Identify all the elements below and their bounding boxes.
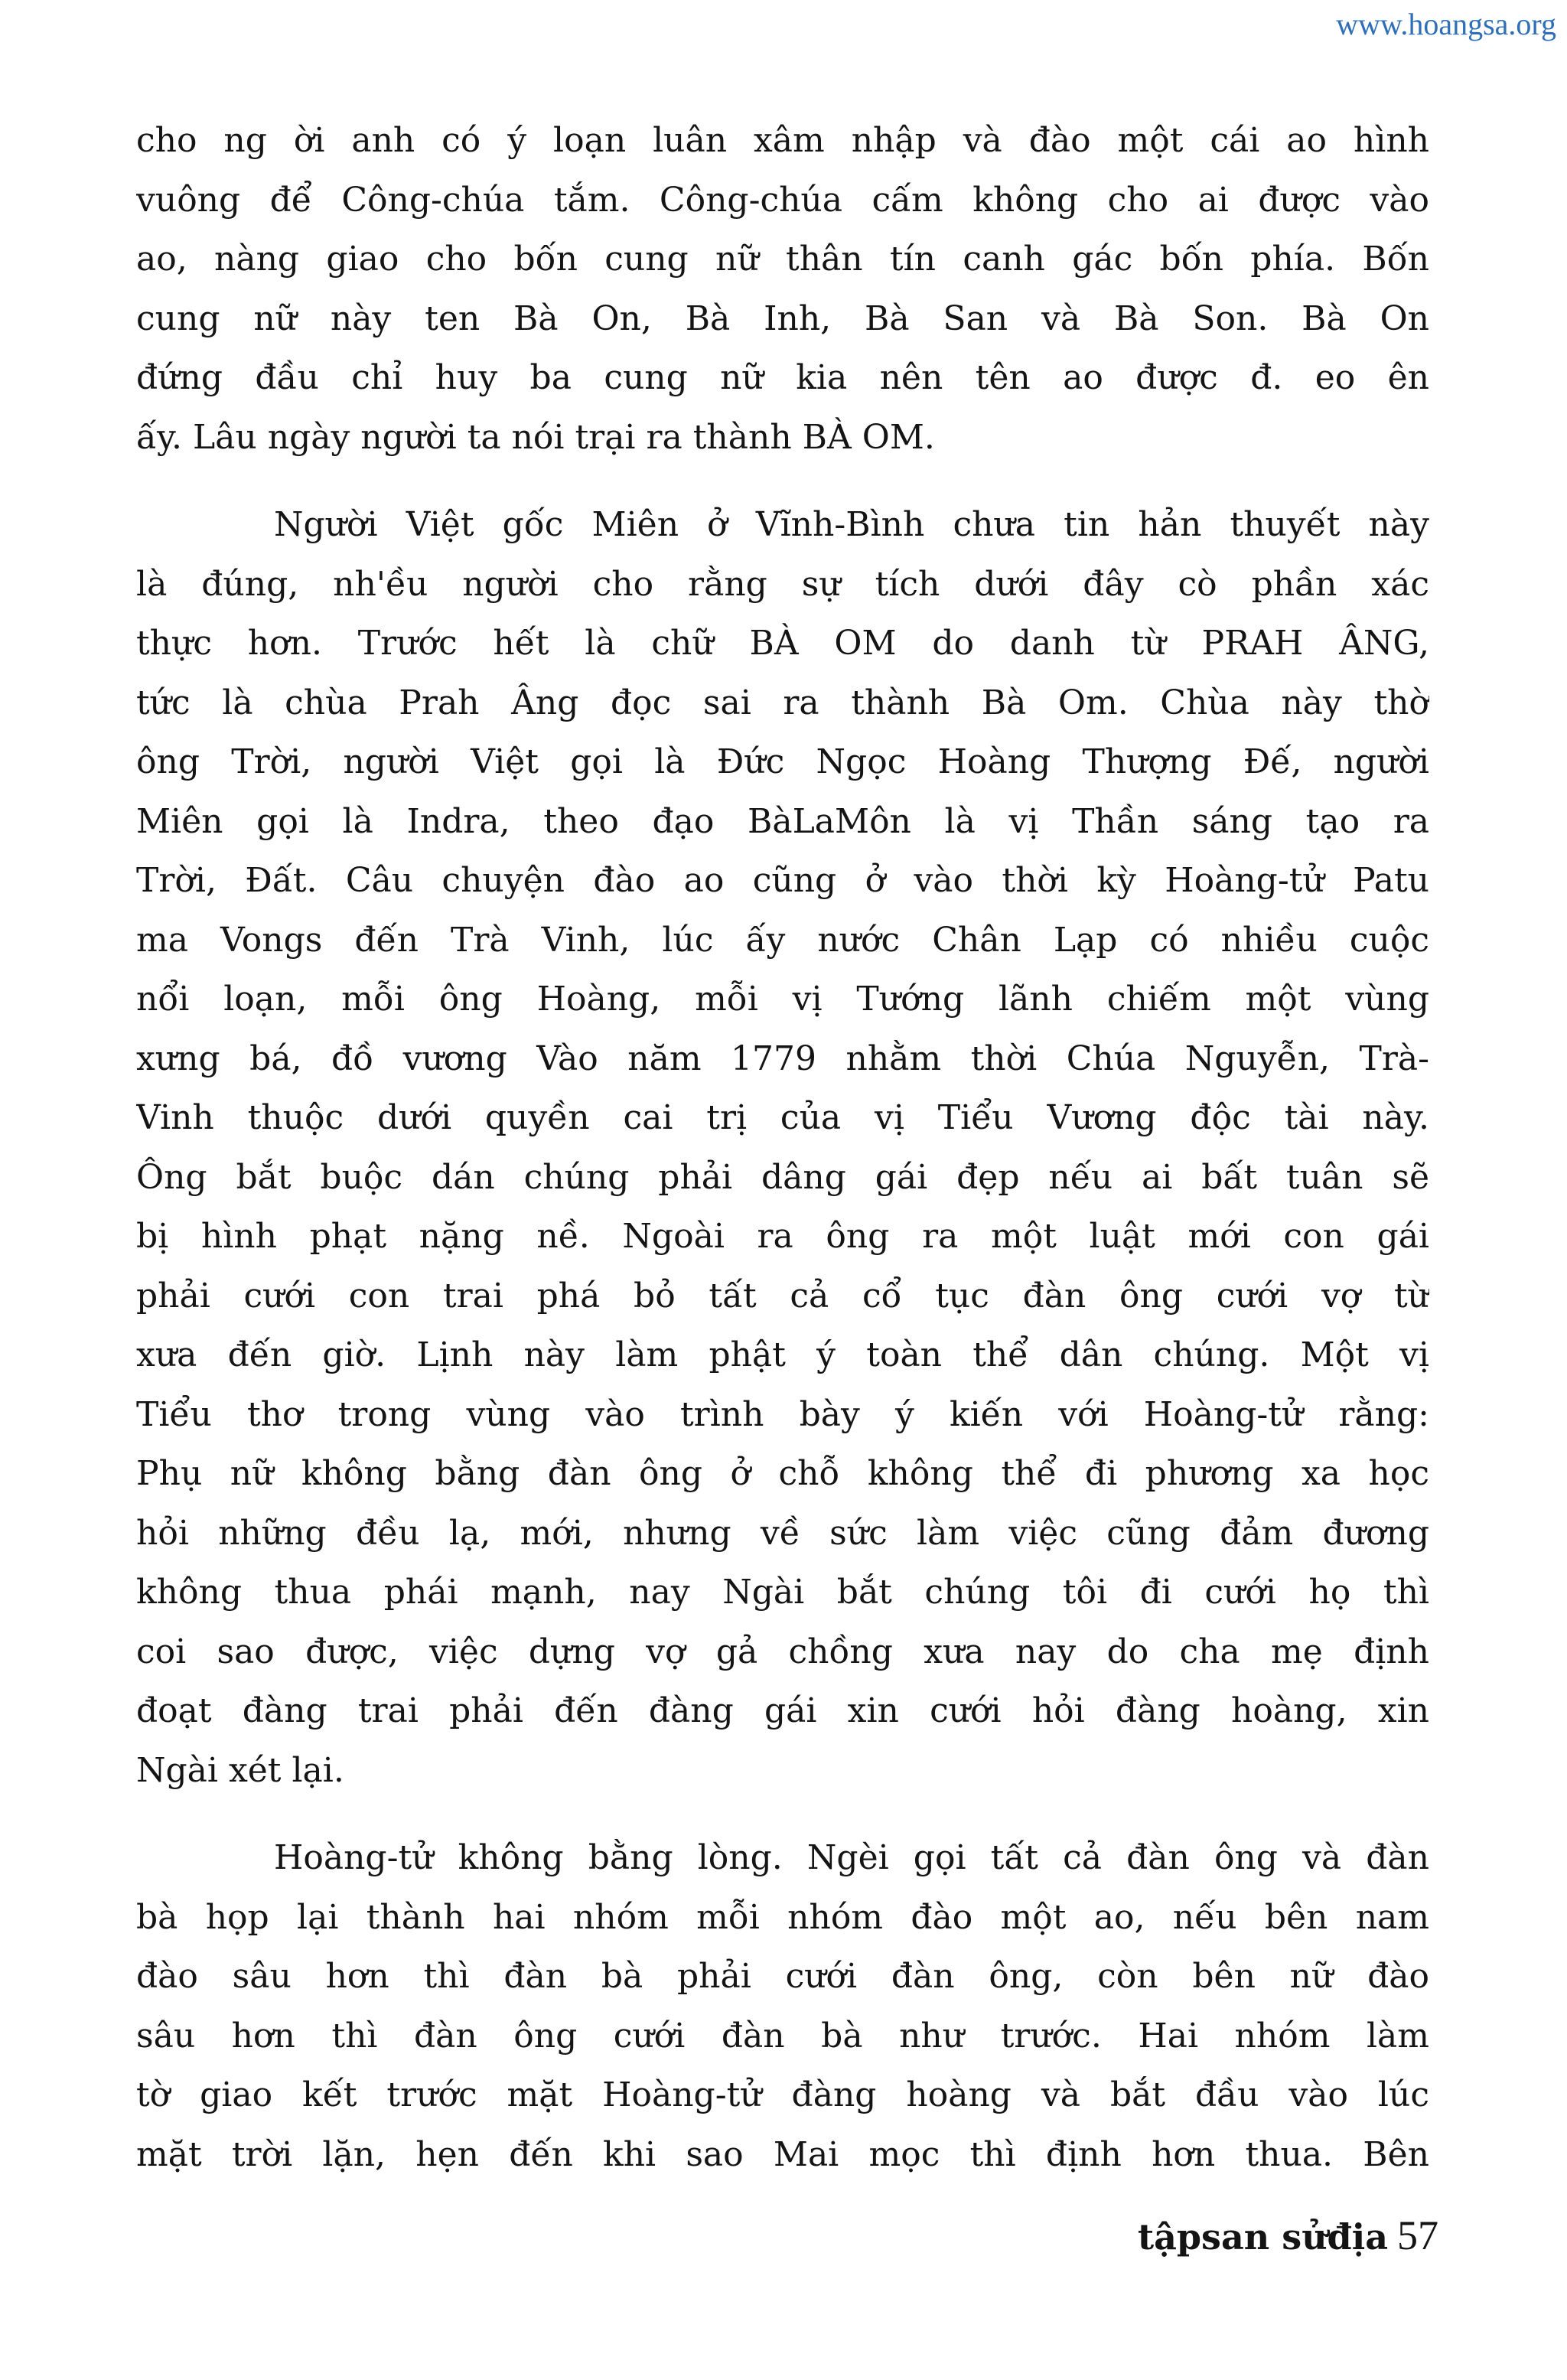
text-line: coi sao được, việc dựng vợ gả chồng xưa nay do cha mẹ định: [136, 1632, 1429, 1671]
journal-name: tậpsan sửđịa: [1137, 2216, 1388, 2258]
text-line: phải cưới con trai phá bỏ tất cả cổ tục đàn ông cưới vợ từ: [136, 1276, 1429, 1316]
text-line: vuông để Công-chúa tắm. Công-chúa cấm không cho ai được vào: [136, 180, 1429, 220]
page-body: [136, 111, 1429, 2184]
text-line: Vinh thuộc dưới quyền cai trị của vị Tiểu Vương độc tài này.: [136, 1098, 1429, 1137]
text-line: xưng bá, đồ vương Vào năm 1779 nhằm thời Chúa Nguyễn, Trà-: [136, 1038, 1429, 1078]
text-line: thực hơn. Trước hết là chữ BÀ OM do danh từ PRAH ÂNG,: [136, 624, 1429, 663]
text-line: đào sâu hơn thì đàn bà phải cưới đàn ông, còn bên nữ đào: [136, 1957, 1429, 1996]
paragraph-1: [136, 111, 1429, 467]
text-line: Tiểu thơ trong vùng vào trình bày ý kiến với Hoàng-tử rằng:: [136, 1394, 1429, 1434]
text-line: ao, nàng giao cho bốn cung nữ thân tín canh gác bốn phía. Bốn: [136, 240, 1429, 279]
text-line: tức là chùa Prah Âng đọc sai ra thành Bà Om. Chùa này thờ: [136, 683, 1429, 722]
page-number: 57: [1397, 2212, 1438, 2258]
text-line: sâu hơn thì đàn ông cưới đàn bà như trước. Hai nhóm làm: [136, 2016, 1429, 2056]
text-line: bị hình phạt nặng nề. Ngoài ra ông ra một luật mới con gái: [136, 1217, 1429, 1256]
text-line: không thua phái mạnh, nay Ngài bắt chúng tôi đi cưới họ thì: [136, 1573, 1429, 1612]
text-line: bà họp lại thành hai nhóm mỗi nhóm đào một ao, nếu bên nam: [136, 1897, 1429, 1937]
text-line: nổi loạn, mỗi ông Hoàng, mỗi vị Tướng lãnh chiếm một vùng: [136, 980, 1429, 1019]
text-line: đoạt đàng trai phải đến đàng gái xin cưới hỏi đàng hoàng, xin: [136, 1691, 1429, 1730]
text-line: Phụ nữ không bằng đàn ông ở chỗ không thể đi phương xa học: [136, 1454, 1429, 1493]
paragraph-3: [136, 1828, 1429, 2184]
page-footer: [1117, 2212, 1438, 2259]
text-line: tờ giao kết trước mặt Hoàng-tử đàng hoàng và bắt đầu vào lúc: [136, 2075, 1429, 2114]
text-line: ma Vongs đến Trà Vinh, lúc ấy nước Chân Lạp có nhiều cuộc: [136, 920, 1429, 960]
text-line: là đúng, nh'ều người cho rằng sự tích dưới đây cò phần xác: [136, 564, 1429, 604]
text-line: Trời, Đất. Câu chuyện đào ao cũng ở vào thời kỳ Hoàng-tử Patu: [136, 861, 1429, 900]
text-line: cung nữ này ten Bà On, Bà Inh, Bà San và Bà Son. Bà On: [136, 298, 1429, 338]
text-line: Ngài xét lại.: [136, 1750, 344, 1790]
text-line: xưa đến giờ. Lịnh này làm phật ý toàn thể dân chúng. Một vị: [136, 1335, 1429, 1374]
text-line: ông Trời, người Việt gọi là Đức Ngọc Hoàng Thượng Đế, người: [136, 742, 1429, 781]
text-line: Miên gọi là Indra, theo đạo BàLaMôn là vị Thần sáng tạo ra: [136, 801, 1429, 841]
text-line: đứng đầu chỉ huy ba cung nữ kia nên tên ao được đ. eo ên: [136, 358, 1429, 397]
site-url-link[interactable]: www.hoangsa.org: [1336, 7, 1556, 41]
text-line: mặt trời lặn, hẹn đến khi sao Mai mọc thì định hơn thua. Bên: [136, 2134, 1429, 2174]
text-line: Người Việt gốc Miên ở Vĩnh-Bình chưa tin hản thuyết này: [274, 505, 1429, 544]
text-line: Ông bắt buộc dán chúng phải dâng gái đẹp nếu ai bất tuân sẽ: [136, 1157, 1429, 1197]
text-line: Hoàng-tử không bằng lòng. Ngèi gọi tất cả đàn ông và đàn: [274, 1838, 1429, 1877]
text-line: hỏi những đều lạ, mới, nhưng về sức làm việc cũng đảm đương: [136, 1513, 1429, 1553]
text-line: cho ng ời anh có ý loạn luân xâm nhập và đào một cái ao hình: [136, 121, 1429, 160]
text-line: ấy. Lâu ngày người ta nói trại ra thành BÀ OM.: [136, 417, 935, 457]
paragraph-2: [136, 495, 1429, 1800]
